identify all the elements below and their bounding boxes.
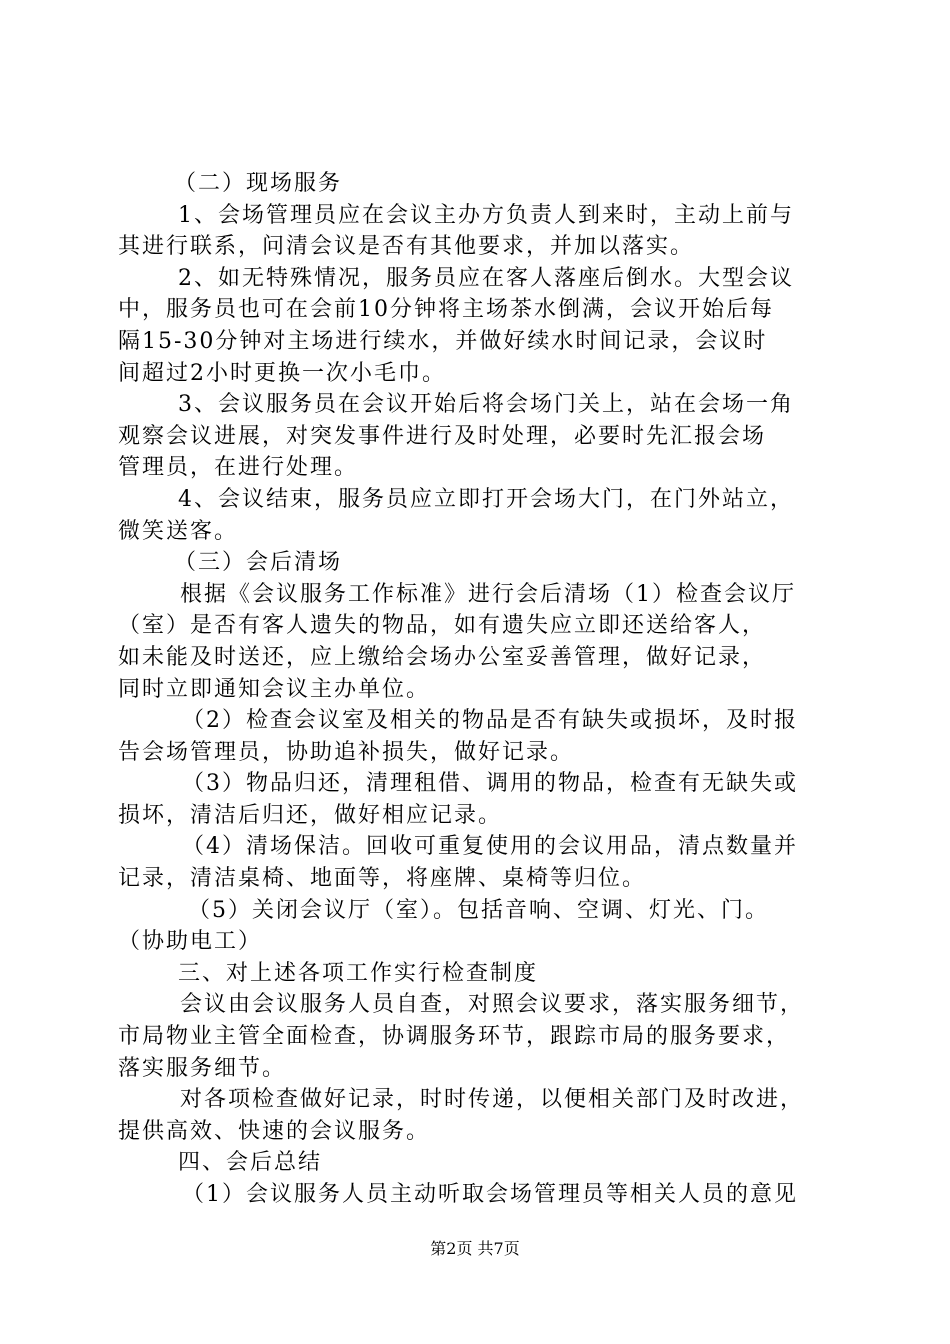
text-line: 同时立即通知会议主办单位。: [118, 676, 431, 702]
text-line: （3）物品归还，清理租借、调用的物品，检查有无缺失或: [182, 771, 798, 797]
text-line: 4、会议结束，服务员应立即打开会场大门，在门外站立，: [178, 486, 794, 512]
text-line: 告会场管理员，协助追补损失，做好记录。: [118, 739, 575, 765]
text-line: 损坏，清洁后归还，做好相应记录。: [118, 802, 503, 828]
text-line: （室）是否有客人遗失的物品，如有遗失应立即还送给客人，: [118, 613, 767, 639]
text-line: 市局物业主管全面检查，协调服务环节，跟踪市局的服务要求，: [118, 1024, 791, 1050]
text-line: （5）关闭会议厅（室）。包括音响、空调、灯光、门。: [188, 897, 769, 923]
text-line: 隔15-30分钟对主场进行续水，并做好续水时间记录，会议时: [118, 328, 768, 354]
text-line: 3、会议服务员在会议开始后将会场门关上，站在会场一角: [178, 392, 794, 418]
text-line: 提供高效、快速的会议服务。: [118, 1118, 431, 1144]
text-line: 三、对上述各项工作实行检查制度: [178, 960, 539, 986]
text-line: 中，服务员也可在会前10分钟将主场茶水倒满，会议开始后每: [118, 297, 774, 323]
text-line: 管理员，在进行处理。: [118, 455, 359, 481]
text-line: （2）检查会议室及相关的物品是否有缺失或损坏，及时报: [182, 708, 798, 734]
text-line: （1）会议服务人员主动听取会场管理员等相关人员的意见: [182, 1182, 798, 1207]
text-line: 2、如无特殊情况，服务员应在客人落座后倒水。大型会议: [178, 265, 794, 291]
text-line: 其进行联系，问清会议是否有其他要求，并加以落实。: [118, 234, 695, 260]
text-line: 微笑送客。: [118, 518, 239, 544]
text-line: 记录，清洁桌椅、地面等，将座牌、桌椅等归位。: [118, 866, 647, 892]
page-footer: 第2页 共7页: [430, 1239, 520, 1258]
text-line: 对各项检查做好记录，时时传递，以便相关部门及时改进，: [180, 1087, 805, 1113]
text-line: （二）现场服务: [174, 171, 343, 196]
text-line: （4）清场保洁。回收可重复使用的会议用品，清点数量并: [182, 834, 798, 860]
document-body: [118, 168, 838, 1211]
text-line: 会议由会议服务人员自查，对照会议要求，落实服务细节，: [180, 992, 805, 1018]
text-line: 落实服务细节。: [118, 1055, 287, 1081]
text-line: 1、会场管理员应在会议主办方负责人到来时，主动上前与: [178, 202, 794, 228]
text-line: （协助电工）: [118, 929, 263, 955]
text-line: （三）会后清场: [174, 550, 343, 576]
text-line: 根据《会议服务工作标准》进行会后清场（1）检查会议厅: [180, 581, 796, 607]
text-line: 四、会后总结: [178, 1150, 323, 1176]
text-line: 如未能及时送还，应上缴给会场办公室妥善管理，做好记录，: [118, 644, 767, 670]
text-line: 观察会议进展，对突发事件进行及时处理，必要时先汇报会场: [118, 423, 767, 449]
text-line: 间超过2小时更换一次小毛巾。: [118, 360, 446, 386]
